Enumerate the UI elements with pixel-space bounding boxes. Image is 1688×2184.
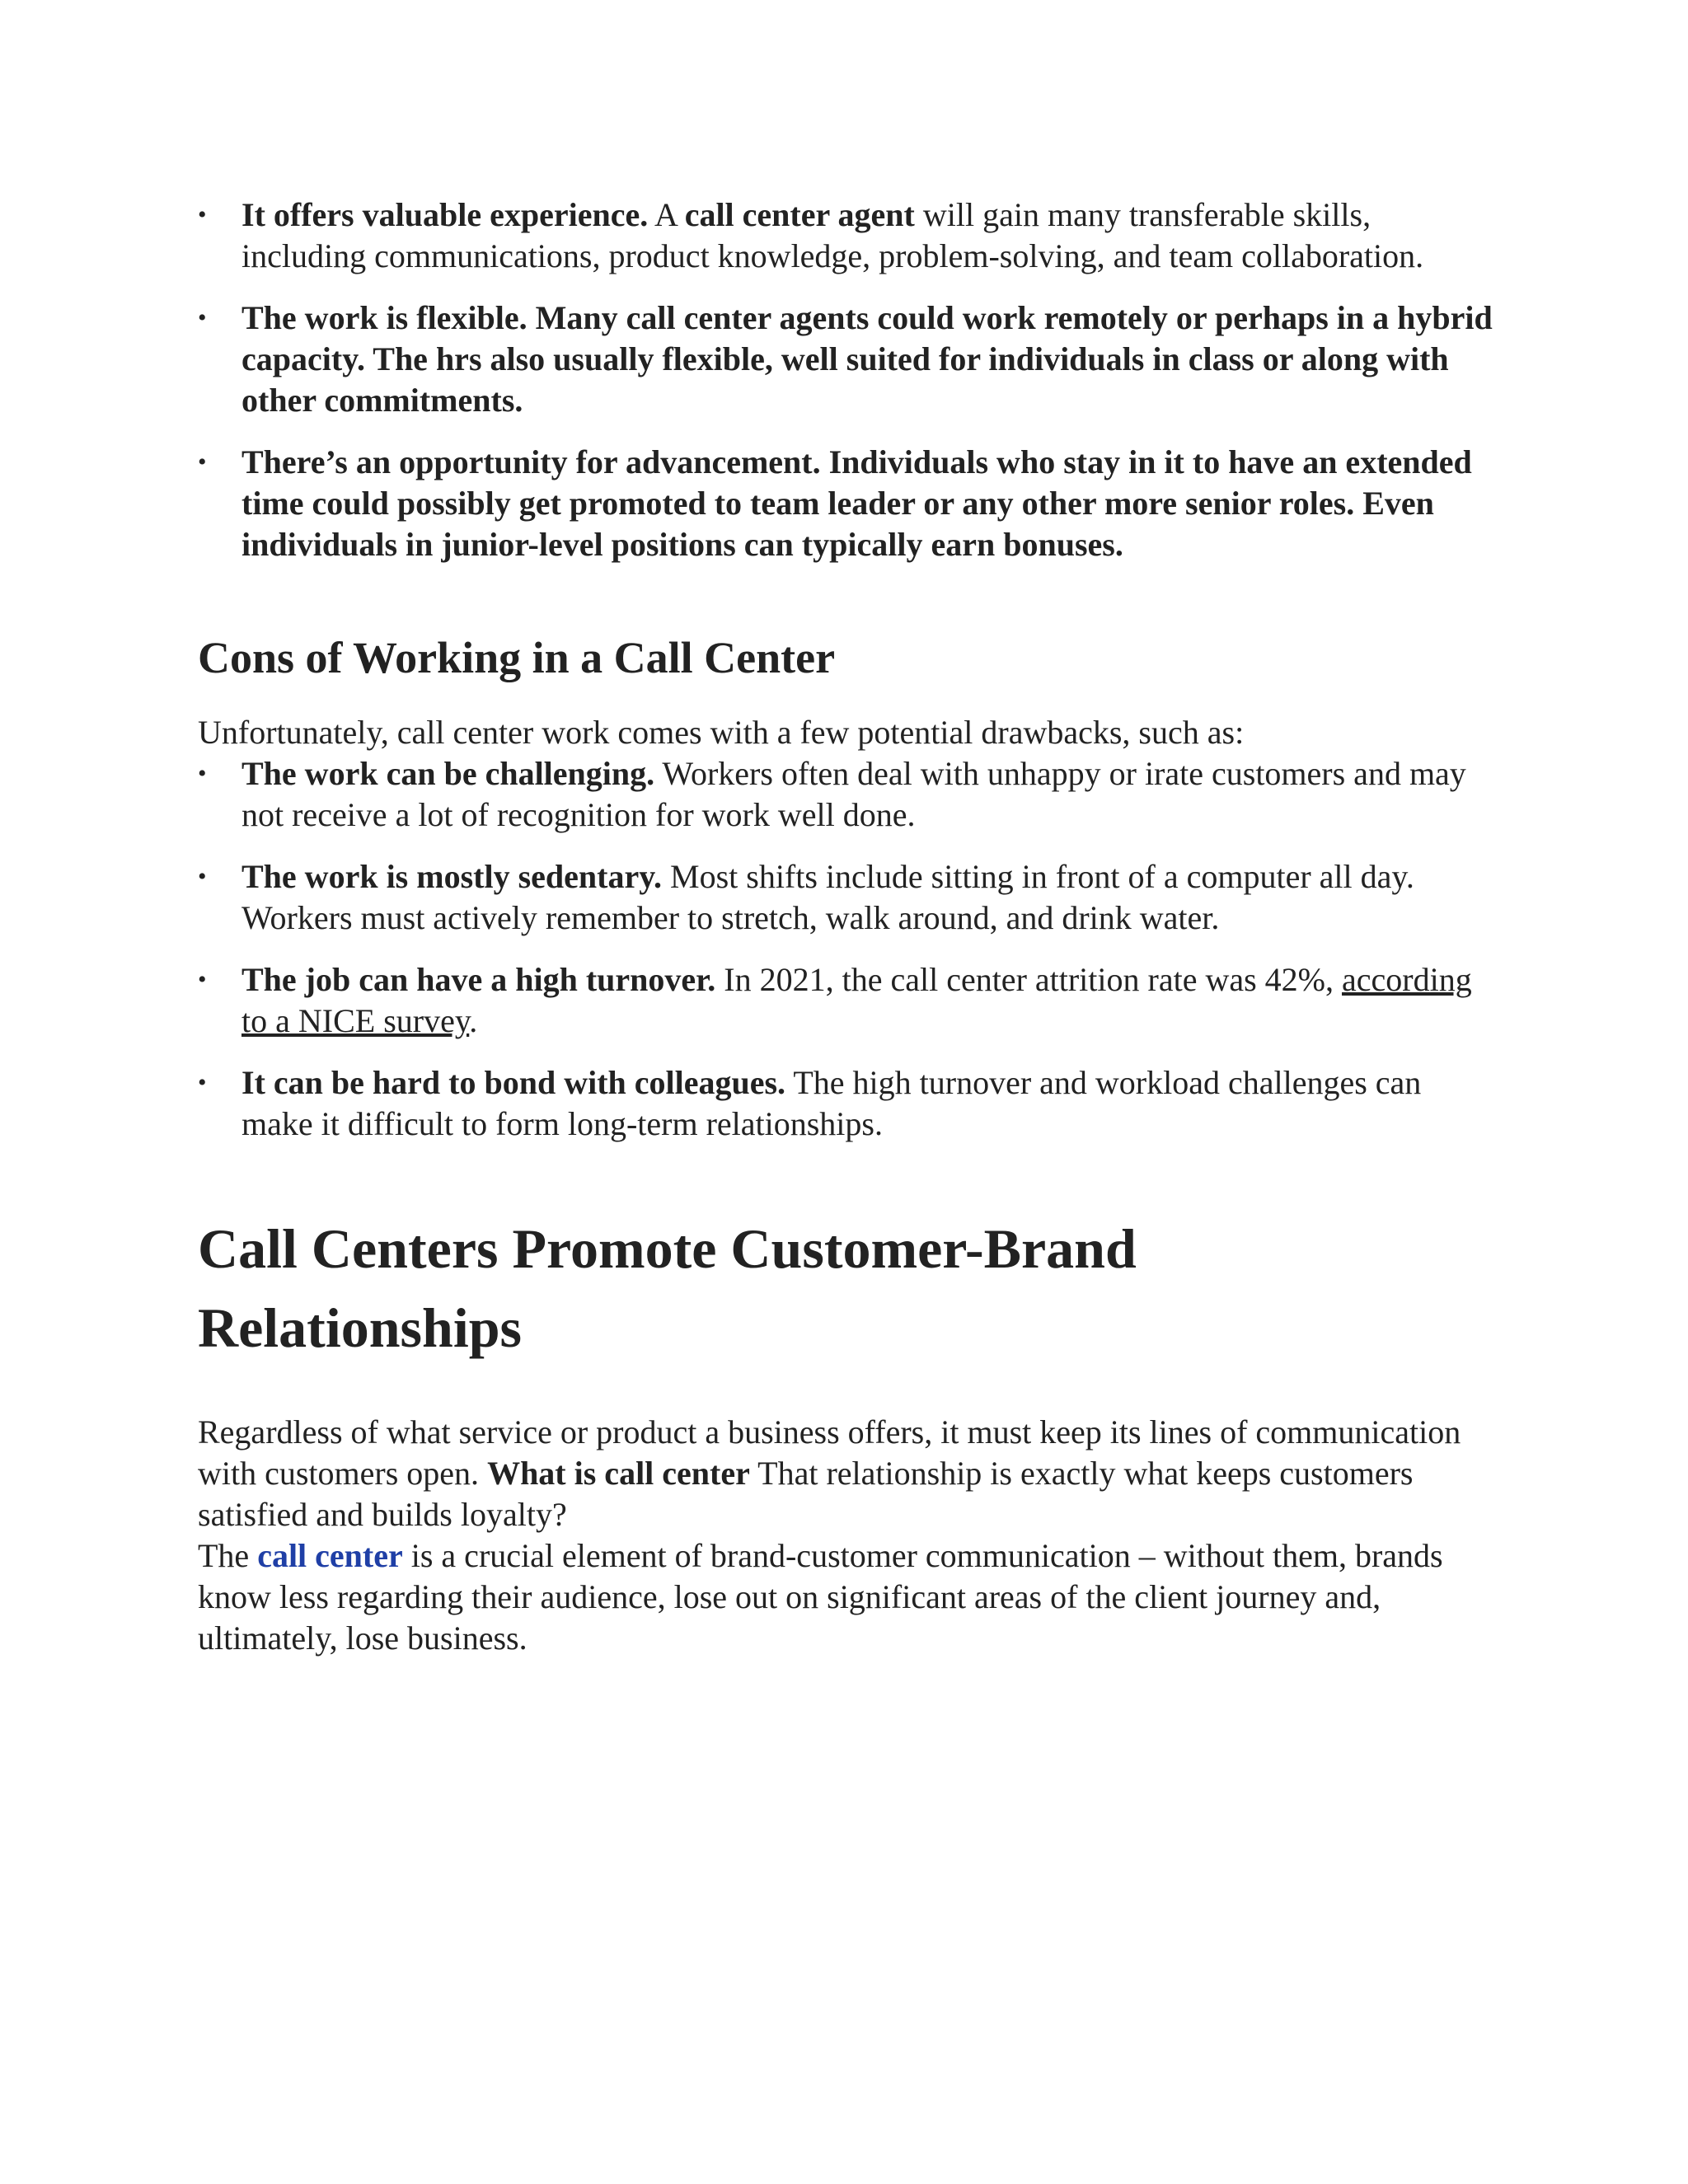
item-lead: It can be hard to bond with colleagues.	[241, 1064, 786, 1101]
list-item	[198, 959, 1500, 1042]
item-text: In 2021, the call center attrition rate was 42%,	[715, 961, 1342, 998]
paragraph-text: That relationship is exactly what keeps customers satisfied and builds loyalty?	[198, 1455, 1414, 1533]
paragraph	[198, 1535, 1500, 1659]
nice-survey-link[interactable]: according to a NICE survey	[241, 961, 1472, 1039]
item-text: There’s an opportunity for advancement. Individuals who stay in it to have an extended time could possibly get promoted to team leader or any other more senior roles. Even individuals in junior-level positions can typically earn bonuses.	[241, 443, 1472, 563]
cons-list	[198, 753, 1500, 1145]
bullet-icon: •	[198, 966, 207, 993]
pros-list	[198, 194, 1500, 565]
list-item	[198, 1062, 1500, 1145]
bullet-icon: •	[198, 863, 207, 890]
item-lead: The job can have a high turnover.	[241, 961, 716, 998]
item-lead: The work can be challenging.	[241, 755, 655, 792]
cons-heading: Cons of Working in a Call Center	[198, 633, 836, 682]
item-lead: The work is mostly sedentary.	[241, 858, 662, 895]
list-item	[198, 298, 1500, 421]
item-lead: It offers valuable experience.	[241, 196, 649, 233]
list-item	[198, 194, 1500, 277]
item-text: The high turnover and workload challenges can make it difficult to form long-term relationships.	[241, 1064, 1422, 1142]
item-text: A	[648, 196, 685, 233]
bullet-icon: •	[198, 201, 207, 228]
bullet-icon: •	[198, 304, 207, 331]
bullet-icon: •	[198, 448, 207, 476]
item-term: call center agent	[684, 196, 915, 233]
item-text: Most shifts include sitting in front of a computer all day. Workers must actively remember to stretch, walk around, and drink water.	[241, 858, 1414, 936]
paragraph-text: is a crucial element of brand-customer communication – without them, brands know less regarding their audience, lose out on significant areas of the client journey and, ultimately, lose business.	[198, 1537, 1443, 1657]
paragraph	[198, 1412, 1500, 1535]
item-text: Workers often deal with unhappy or irate customers and may not receive a lot of recognition for work well done.	[241, 755, 1466, 833]
paragraph-bold: What is call center	[487, 1455, 750, 1492]
paragraph-text: Regardless of what service or product a business offers, it must keep its lines of communication with customers open.	[198, 1413, 1461, 1492]
list-item	[198, 753, 1500, 836]
main-heading: Call Centers Promote Customer-Brand Relationships	[198, 1217, 1137, 1359]
item-text: The work is flexible. Many call center agents could work remotely or perhaps in a hybrid capacity. The hrs also usually flexible, well suited for individuals in class or along with other commitments.	[241, 299, 1493, 419]
document-page	[198, 194, 1500, 1659]
bullet-icon: •	[198, 760, 207, 787]
cons-intro: Unfortunately, call center work comes with a few potential drawbacks, such as:	[198, 714, 1245, 751]
call-center-link[interactable]: call center	[257, 1537, 403, 1574]
paragraph-text: The	[198, 1537, 258, 1574]
bullet-icon: •	[198, 1069, 207, 1096]
item-text: will gain many transferable skills, including communications, product knowledge, problem-solving, and team collaboration.	[241, 196, 1424, 274]
item-text: .	[469, 1002, 478, 1039]
list-item	[198, 856, 1500, 939]
list-item	[198, 442, 1500, 565]
